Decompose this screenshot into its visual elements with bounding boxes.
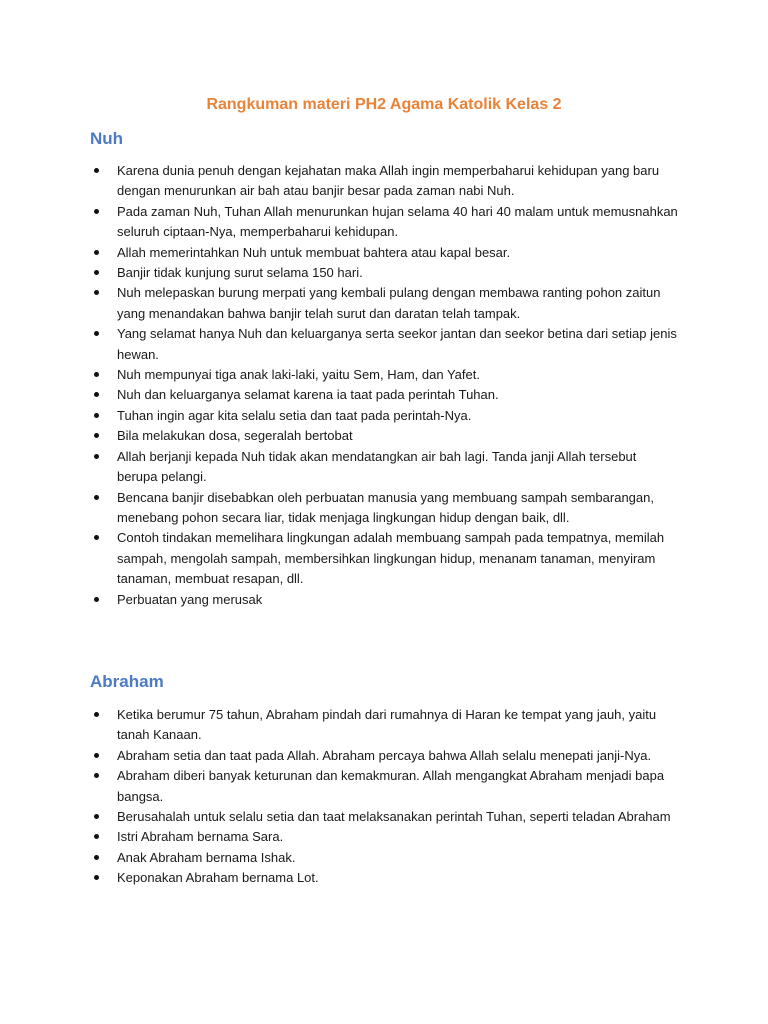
document-title: Rangkuman materi PH2 Agama Katolik Kelas 2 bbox=[206, 96, 562, 113]
bullet-list-nuh bbox=[90, 161, 680, 610]
list-item bbox=[90, 161, 680, 202]
list-item bbox=[90, 590, 680, 610]
bullet-icon bbox=[94, 454, 99, 459]
section-heading-nuh: Nuh bbox=[90, 129, 124, 148]
list-item bbox=[90, 827, 680, 847]
list-item bbox=[90, 385, 680, 405]
list-item bbox=[90, 243, 680, 263]
bullet-icon bbox=[94, 495, 99, 500]
list-item-text: Anak Abraham bernama Ishak. bbox=[117, 849, 296, 865]
bullet-icon bbox=[94, 392, 99, 397]
list-item bbox=[90, 807, 680, 827]
list-item-text: Berusahalah untuk selalu setia dan taat melaksanakan perintah Tuhan, seperti teladan Abraham bbox=[117, 809, 671, 825]
list-item-text: Nuh mempunyai tiga anak laki-laki, yaitu Sem, Ham, dan Yafet. bbox=[117, 367, 480, 383]
list-item-text: Bila melakukan dosa, segeralah bertobat bbox=[117, 428, 353, 444]
list-item bbox=[90, 263, 680, 283]
list-item bbox=[90, 202, 680, 243]
bullet-icon bbox=[94, 250, 99, 255]
section-heading-abraham: Abraham bbox=[90, 672, 164, 691]
bullet-icon bbox=[94, 814, 99, 819]
list-item-text: Nuh melepaskan burung merpati yang kembali pulang dengan membawa ranting pohon zaitun yang menandakan bahwa banjir telah surut dan daratan telah tampak. bbox=[117, 285, 661, 321]
bullet-icon bbox=[94, 433, 99, 438]
list-item-text: Nuh dan keluarganya selamat karena ia taat pada perintah Tuhan. bbox=[117, 387, 499, 403]
list-item-text: Abraham setia dan taat pada Allah. Abraham percaya bahwa Allah selalu menepati janji-Nya. bbox=[117, 747, 652, 763]
list-item bbox=[90, 705, 680, 746]
list-item bbox=[90, 746, 680, 766]
bullet-icon bbox=[94, 753, 99, 758]
bullet-icon bbox=[94, 209, 99, 214]
list-item bbox=[90, 426, 680, 446]
bullet-icon bbox=[94, 597, 99, 602]
list-item-text: Allah berjanji kepada Nuh tidak akan mendatangkan air bah lagi. Tanda janji Allah tersebut berupa pelangi. bbox=[117, 448, 637, 485]
bullet-icon bbox=[94, 855, 99, 860]
bullet-icon bbox=[94, 413, 99, 418]
bullet-icon bbox=[94, 712, 99, 717]
list-item-text: Yang selamat hanya Nuh dan keluarganya serta seekor jantan dan seekor betina dari setiap jenis hewan. bbox=[117, 326, 677, 362]
bullet-icon bbox=[94, 834, 99, 839]
bullet-icon bbox=[94, 270, 99, 275]
bullet-icon bbox=[94, 372, 99, 377]
list-item bbox=[90, 488, 680, 529]
list-item-text: Istri Abraham bernama Sara. bbox=[117, 829, 284, 845]
list-item-text: Tuhan ingin agar kita selalu setia dan taat pada perintah-Nya. bbox=[117, 407, 472, 423]
bullet-icon bbox=[94, 773, 99, 778]
list-item-text: Karena dunia penuh dengan kejahatan maka Allah ingin memperbaharui kehidupan yang baru dengan menurunkan air bah atau banjir besar pada zaman nabi Nuh. bbox=[117, 163, 660, 199]
list-item bbox=[90, 528, 680, 589]
list-item-text: Pada zaman Nuh, Tuhan Allah menurunkan hujan selama 40 hari 40 malam untuk memusnahkan seluruh ciptaan-Nya, memperbaharui kehidupan. bbox=[117, 203, 678, 240]
list-item bbox=[90, 365, 680, 385]
list-item-text: Abraham diberi banyak keturunan dan kemakmuran. Allah mengangkat Abraham menjadi bapa bangsa. bbox=[117, 768, 665, 804]
list-item bbox=[90, 283, 680, 324]
list-item-text: Bencana banjir disebabkan oleh perbuatan manusia yang membuang sampah sembarangan, menebang pohon secara liar, tidak menjaga lingkungan hidup dengan baik, dll. bbox=[117, 489, 654, 525]
list-item-text: Contoh tindakan memelihara lingkungan adalah membuang sampah pada tempatnya, memilah sampah, mengolah sampah, membersihkan lingkungan hidup, menanam tanaman, menyiram tanaman, membuat resapan, dll. bbox=[117, 530, 665, 587]
bullet-icon bbox=[94, 290, 99, 295]
list-item-text: Allah memerintahkan Nuh untuk membuat bahtera atau kapal besar. bbox=[117, 244, 511, 260]
list-item bbox=[90, 447, 680, 488]
list-item bbox=[90, 848, 680, 868]
list-item-text: Ketika berumur 75 tahun, Abraham pindah dari rumahnya di Haran ke tempat yang jauh, yaitu tanah Kanaan. bbox=[117, 707, 657, 743]
bullet-icon bbox=[94, 168, 99, 173]
bullet-icon bbox=[94, 875, 99, 880]
list-item bbox=[90, 324, 680, 365]
bullet-list-abraham bbox=[90, 705, 680, 889]
list-item bbox=[90, 406, 680, 426]
list-item bbox=[90, 868, 680, 888]
bullet-icon bbox=[94, 535, 99, 540]
list-item-text: Banjir tidak kunjung surut selama 150 hari. bbox=[117, 265, 363, 281]
bullet-icon bbox=[94, 331, 99, 336]
list-item-text: Keponakan Abraham bernama Lot. bbox=[117, 870, 319, 886]
list-item bbox=[90, 766, 680, 807]
list-item-text: Perbuatan yang merusak bbox=[117, 591, 263, 607]
